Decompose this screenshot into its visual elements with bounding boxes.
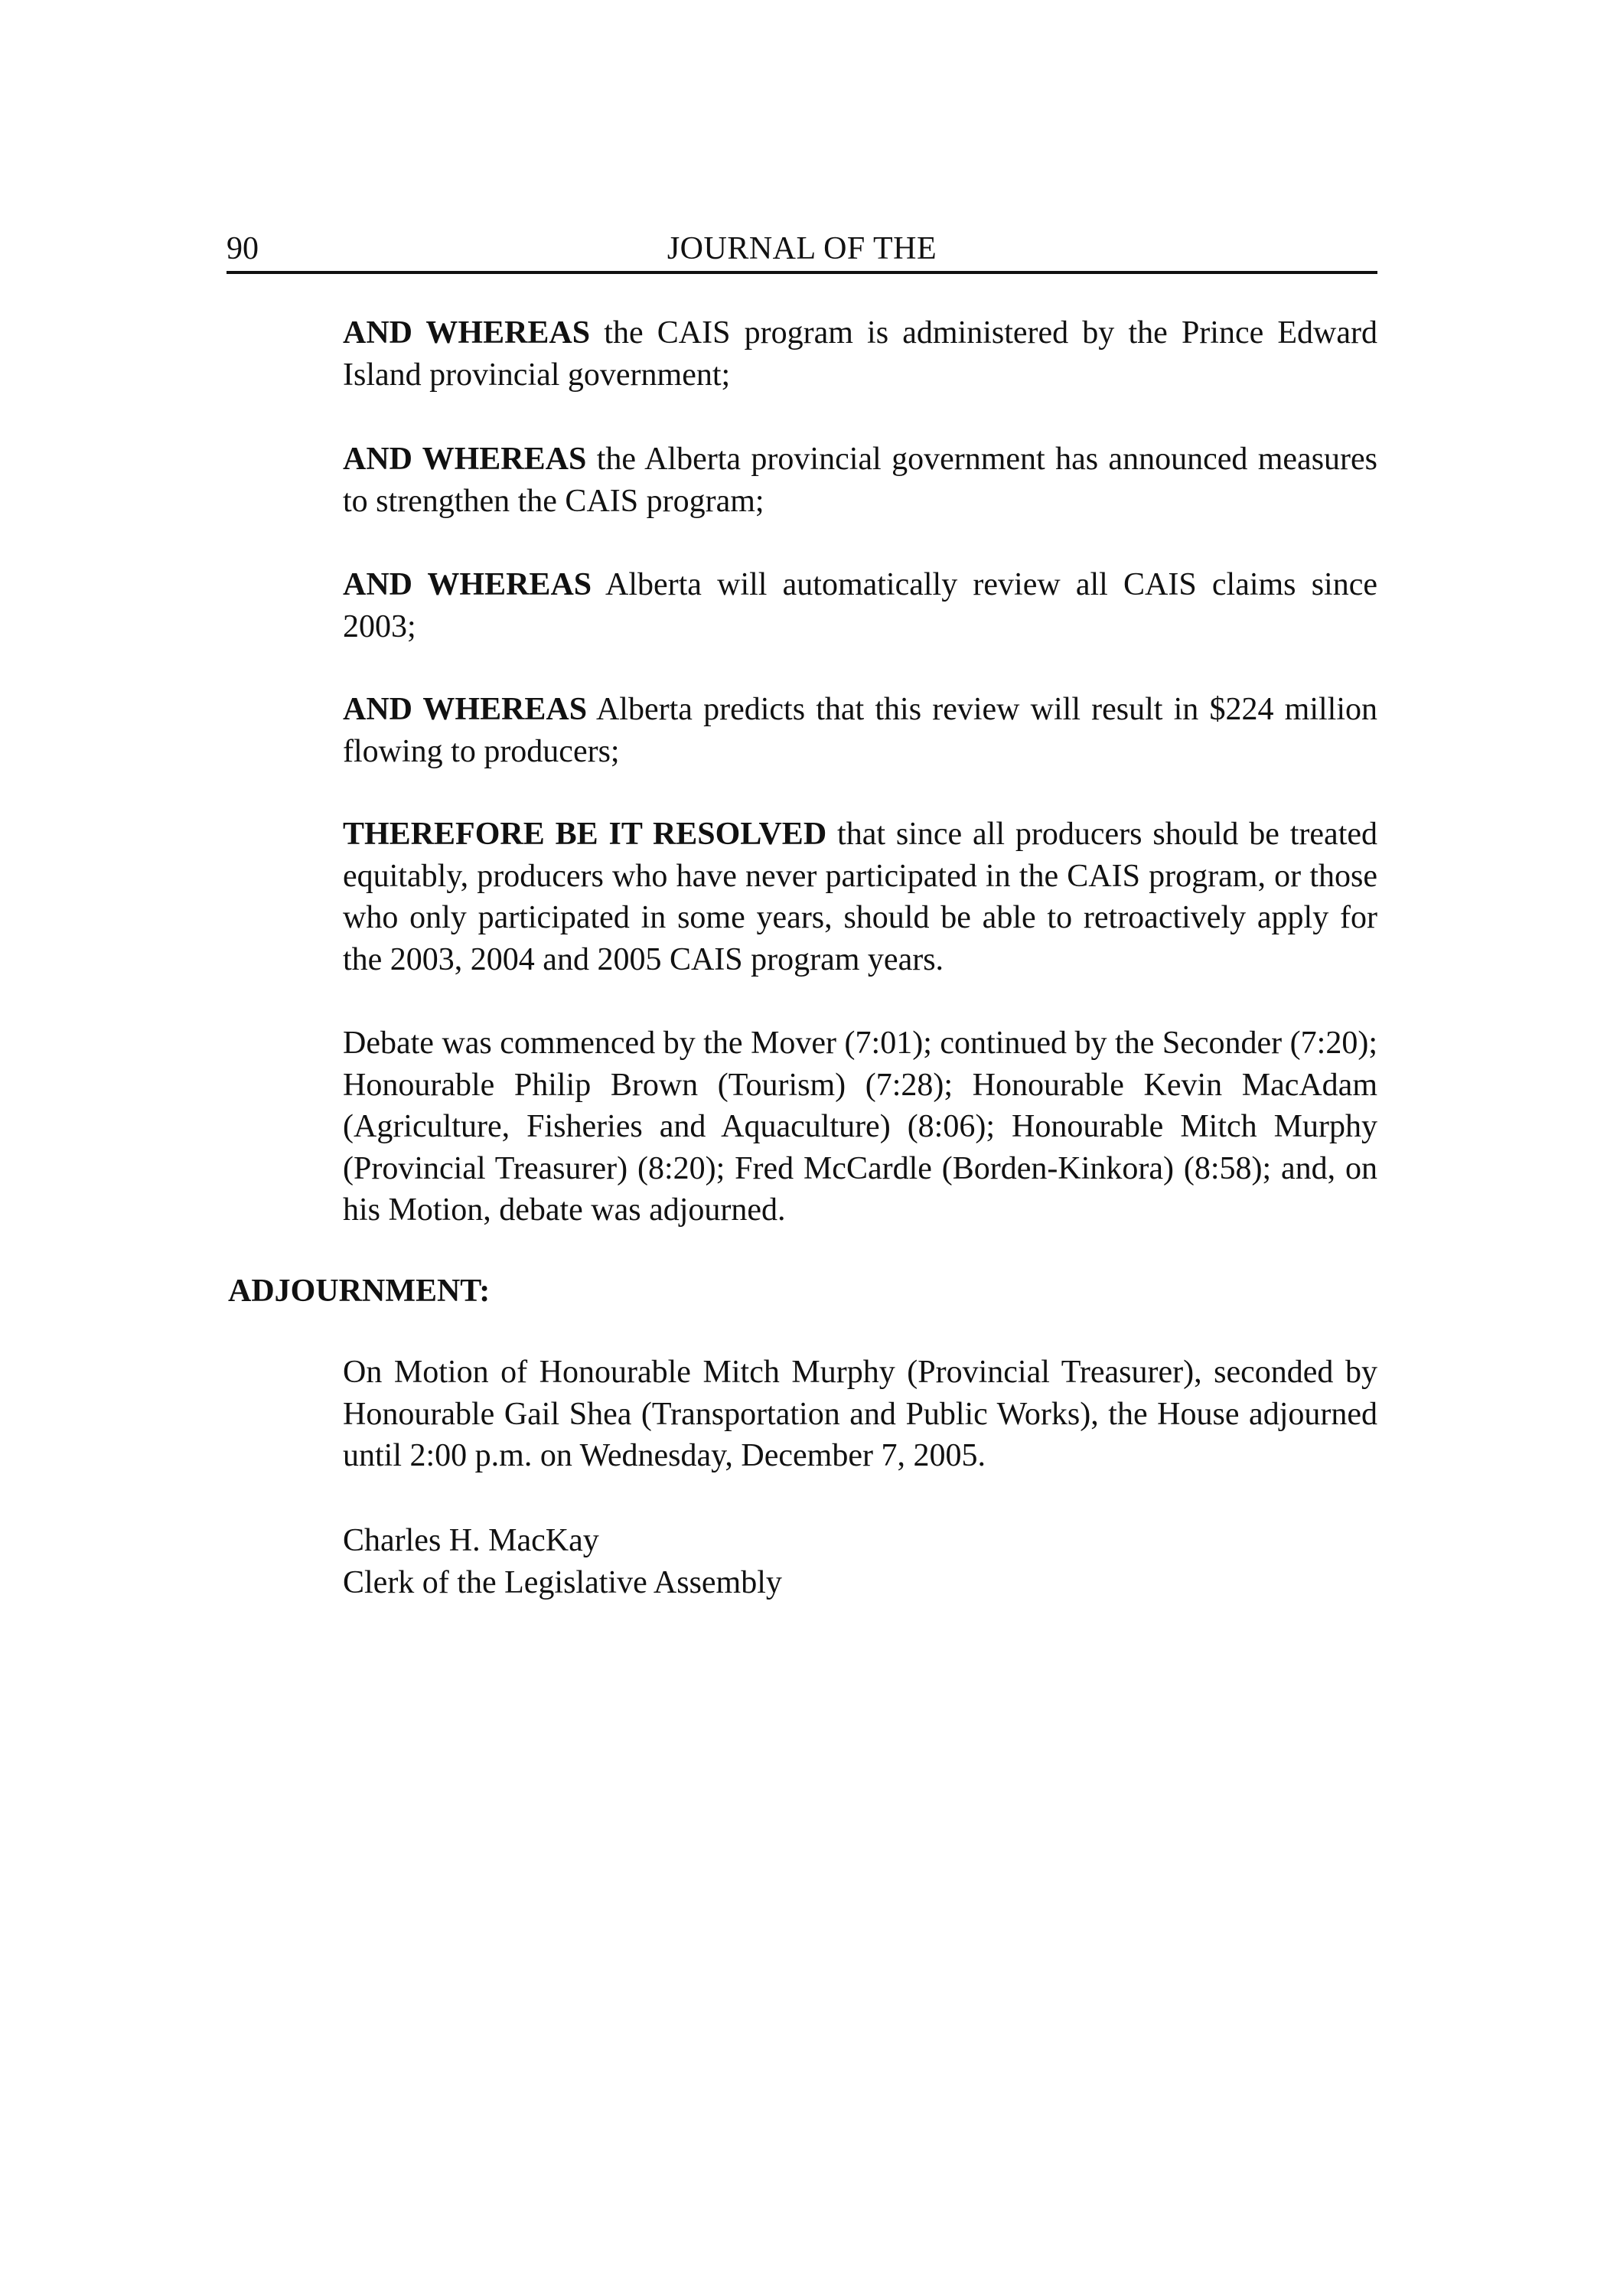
resolution-paragraph: [343, 814, 1377, 980]
paragraph-lead: AND WHEREAS: [343, 567, 592, 602]
whereas-paragraph-2: [343, 439, 1377, 522]
paragraph-lead: AND WHEREAS: [343, 442, 587, 477]
paragraph-text: Alberta predicts that this review will result in $224 million flowing to producers;: [343, 692, 1377, 769]
running-title: JOURNAL OF THE: [667, 231, 937, 266]
adjournment-paragraph: On Motion of Honourable Mitch Murphy (Provincial Treasurer), seconded by Honourable Gail Shea (Transportation and Public Works), the House adjourned until 2:00 p.m. on Wednesday, December 7, 2005.: [343, 1355, 1377, 1473]
whereas-paragraph-3: [343, 564, 1377, 647]
paragraph-lead: THEREFORE BE IT RESOLVED: [343, 817, 827, 852]
debate-paragraph: Debate was commenced by the Mover (7:01); continued by the Seconder (7:20); Honourable Philip Brown (Tourism) (7:28); Honourable Kevin MacAdam (Agriculture, Fisheries and Aquaculture) (8:06); Honourable Mitch Murphy (Provincial Treasurer) (8:20); Fred McCardle (Borden-Kinkora) (8:58); and, on his Motion, debate was adjourned.: [343, 1026, 1377, 1228]
paragraph-text: that since all producers should be treated equitably, producers who have never participated in the CAIS program, or those who only participated in some years, should be able to retroactively apply for the 2003, 2004 and 2005 CAIS program years.: [343, 817, 1377, 977]
page-number: 90: [227, 231, 259, 266]
paragraph-lead: AND WHEREAS: [343, 315, 591, 351]
paragraph-lead: AND WHEREAS: [343, 692, 588, 727]
signature-block: [343, 1520, 782, 1603]
signatory-name: Charles H. MacKay: [343, 1523, 599, 1558]
signatory-title: Clerk of the Legislative Assembly: [343, 1564, 782, 1600]
whereas-paragraph-1: [343, 312, 1377, 396]
paragraph-text: the CAIS program is administered by the Prince Edward Island provincial government;: [343, 315, 1378, 393]
adjournment-heading: ADJOURNMENT:: [228, 1274, 491, 1309]
page-header: [227, 227, 1377, 274]
paragraph-text: Alberta will automatically review all CAIS claims since 2003;: [343, 567, 1377, 644]
whereas-paragraph-4: [343, 689, 1377, 772]
paragraph-text: the Alberta provincial government has announced measures to strengthen the CAIS program;: [343, 442, 1378, 519]
